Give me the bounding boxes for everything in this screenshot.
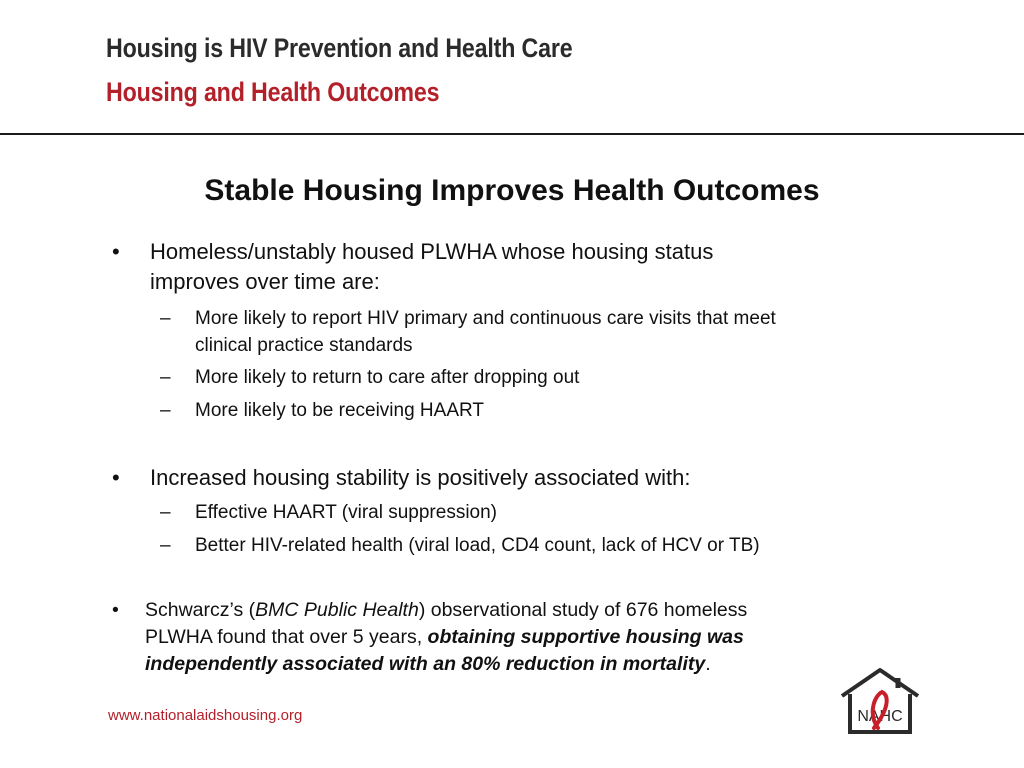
- bullet-3-line-2: [145, 624, 744, 651]
- bullet-3-text-a: Schwarcz’s (: [145, 599, 256, 621]
- slide-title: Stable Housing Improves Health Outcomes: [204, 174, 820, 207]
- footer-url-link[interactable]: www.nationalaidshousing.org: [108, 707, 303, 724]
- bullet-3-text-plain: PLWHA found that over 5 years,: [145, 626, 428, 648]
- bullet-3-emphasis-1: obtaining supportive housing was: [427, 626, 744, 648]
- header-divider: [0, 133, 1024, 135]
- bullet-3-period: .: [705, 653, 711, 675]
- bullet-glyph: •: [112, 239, 120, 264]
- sub-bullet-1-2: More likely to return to care after dropping out: [195, 367, 580, 388]
- sub-bullet-dash: –: [160, 535, 171, 556]
- sub-bullet-1-1-line-1: More likely to report HIV primary and continuous care visits that meet: [195, 308, 776, 329]
- journal-name: BMC Public Health: [255, 599, 419, 621]
- sub-bullet-dash: –: [160, 367, 171, 388]
- sub-bullet-2-2: Better HIV-related health (viral load, CD4 count, lack of HCV or TB): [195, 535, 760, 556]
- bullet-3-line-3: [145, 651, 711, 678]
- bullet-3-emphasis-2: independently associated with an 80% reduction in mortality: [145, 653, 706, 675]
- bullet-3-text-c: ) observational study of 676 homeless: [418, 599, 748, 621]
- sub-bullet-2-1: Effective HAART (viral suppression): [195, 502, 498, 523]
- sub-bullet-dash: –: [160, 308, 171, 329]
- bullet-glyph: •: [112, 599, 119, 621]
- sub-bullet-1-3: More likely to be receiving HAART: [195, 400, 484, 421]
- bullet-1-line-2: improves over time are:: [150, 269, 380, 294]
- bullet-3-line-1: [145, 597, 747, 624]
- bullet-1-line-1: Homeless/unstably housed PLWHA whose housing status: [150, 239, 714, 264]
- logo-text: NAHC: [857, 708, 903, 725]
- bullet-glyph: •: [112, 465, 120, 490]
- sub-bullet-dash: –: [160, 502, 171, 523]
- sub-bullet-1-1-line-2: clinical practice standards: [195, 335, 413, 356]
- header-title: Housing is HIV Prevention and Health Care: [106, 33, 573, 63]
- header-subtitle: Housing and Health Outcomes: [106, 77, 440, 107]
- bullet-2-line-1: Increased housing stability is positively associated with:: [150, 465, 691, 490]
- sub-bullet-dash: –: [160, 400, 171, 421]
- nahc-logo-icon: [838, 666, 922, 736]
